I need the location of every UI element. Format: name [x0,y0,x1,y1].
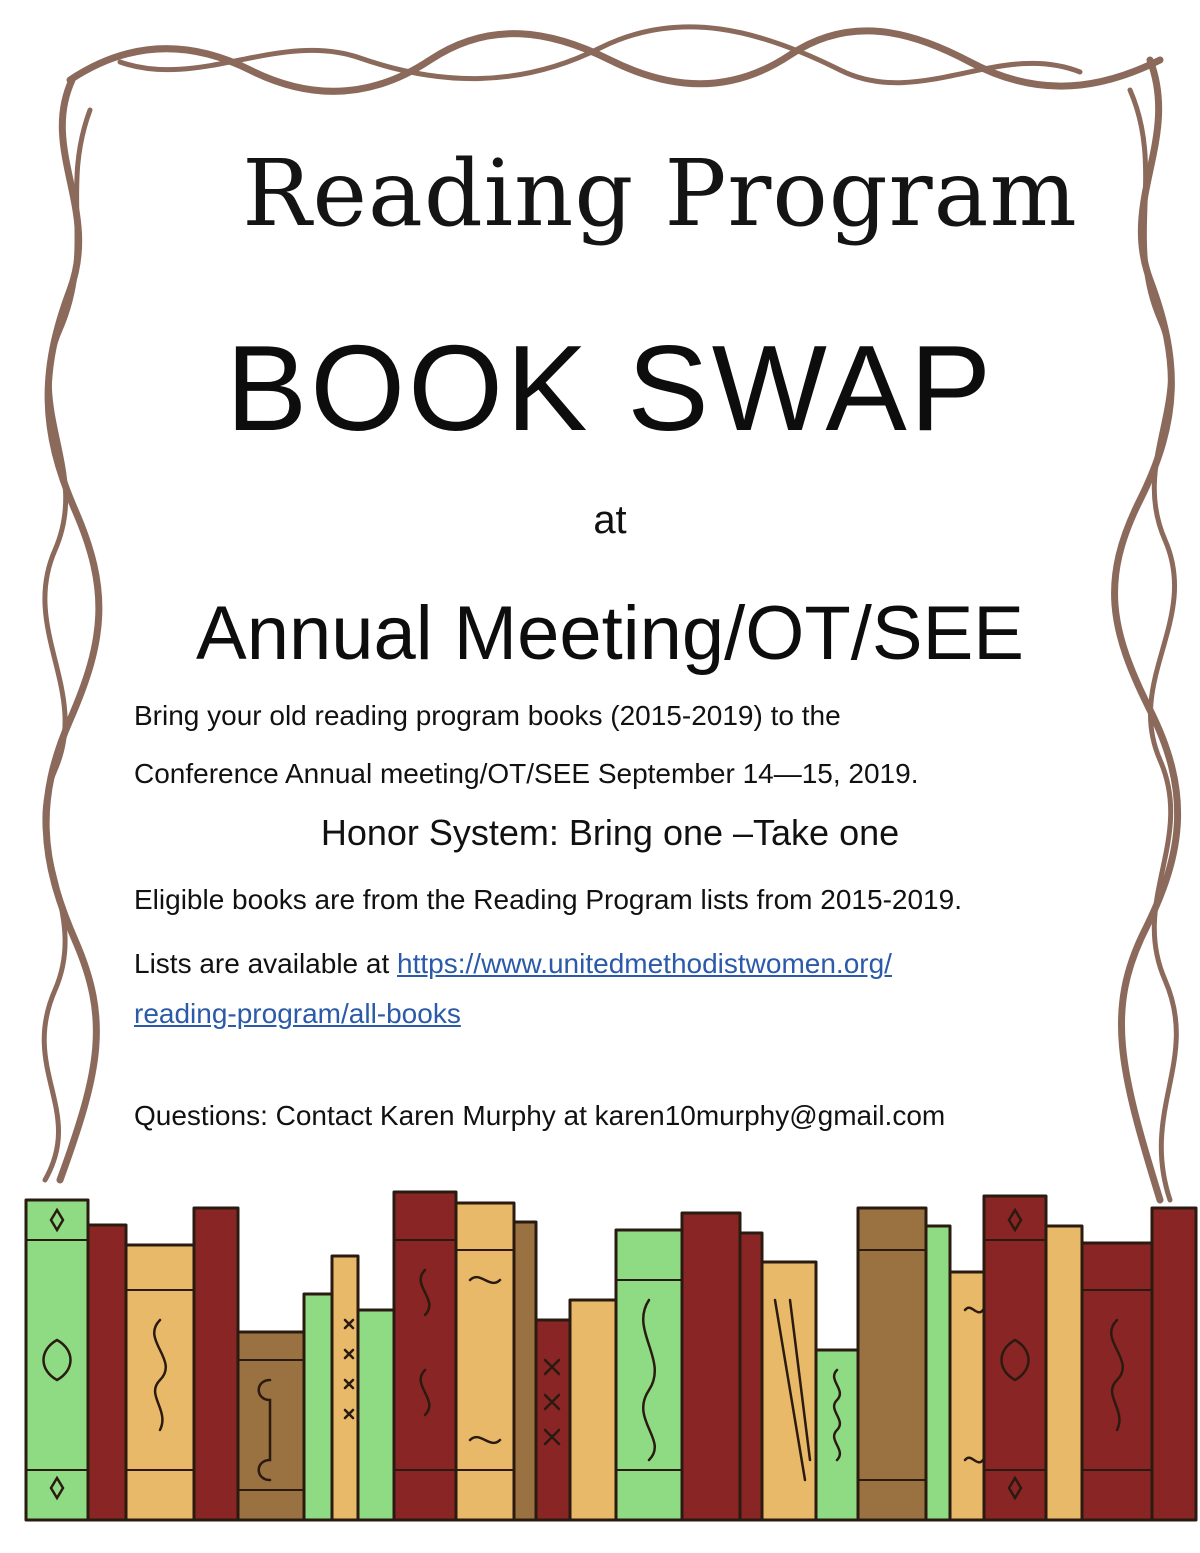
honor-system-text: Honor System: Bring one –Take one [320,812,900,853]
book-spine [1046,1226,1082,1520]
at-word: at [593,498,627,542]
title-reading-program: Reading Program [242,140,1078,247]
subtitle-book-swap: BOOK SWAP [225,320,995,456]
book-spine [194,1208,238,1520]
book-spine [616,1230,682,1520]
book-spine [126,1245,194,1520]
eligible-books-text: Eligible books are from the Reading Program lists from 2015-2019. [134,884,962,915]
book-spine [682,1213,740,1520]
book-spine [536,1320,570,1520]
book-spine [1152,1208,1196,1520]
questions-contact-text: Questions: Contact Karen Murphy at karen10murphy@gmail.com [134,1100,946,1131]
venue-heading: Annual Meeting/OT/SEE [196,591,1024,676]
book-spine [984,1196,1046,1520]
book-list-link-part2[interactable]: reading-program/all-books [134,998,461,1029]
book-spine [740,1233,762,1520]
paragraph1-line1: Bring your old reading program books (2015-2019) to the [134,700,841,731]
lists-prefix: Lists are available at [134,948,398,979]
book-spine [304,1294,332,1520]
book-spine [816,1350,858,1520]
book-list-link-part1[interactable]: https://www.unitedmethodistwomen.org/ [397,948,892,979]
book-spine [26,1200,88,1520]
book-spine [926,1226,950,1520]
paragraph1-line2: Conference Annual meeting/OT/SEE September 14—15, 2019. [134,758,919,789]
book-spine [514,1222,536,1520]
book-spine [88,1225,126,1520]
book-spine [570,1300,616,1520]
book-spine [858,1208,926,1520]
book-spine [358,1310,394,1520]
